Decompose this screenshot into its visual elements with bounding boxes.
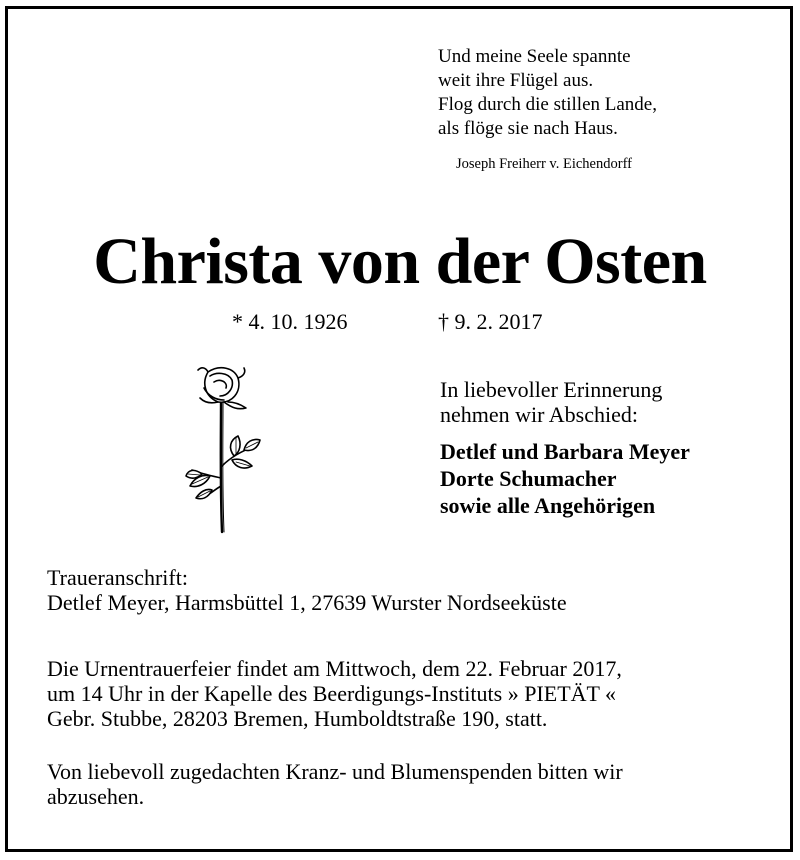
rose-icon — [180, 360, 270, 540]
memory-line: In liebevoller Erinnerung — [440, 377, 663, 402]
ceremony-notice — [47, 656, 622, 731]
address-value: Detlef Meyer, Harmsbüttel 1, 27639 Wurster Nordseeküste — [47, 590, 567, 615]
memory-line: nehmen wir Abschied: — [440, 402, 638, 427]
ceremony-line: Gebr. Stubbe, 28203 Bremen, Humboldtstraße 190, statt. — [47, 706, 548, 731]
mourners-list — [440, 438, 690, 519]
birth-date: * 4. 10. 1926 — [232, 309, 348, 334]
mourner-name: sowie alle Angehörigen — [440, 493, 656, 518]
donation-line: abzusehen. — [47, 784, 145, 809]
mourner-name: Detlef und Barbara Meyer — [440, 439, 690, 464]
poem-line: weit ihre Flügel aus. — [438, 70, 594, 91]
deceased-name: Christa von der Osten — [93, 225, 707, 298]
mourner-name: Dorte Schumacher — [440, 466, 617, 491]
donation-line: Von liebevoll zugedachten Kranz- und Blumenspenden bitten wir — [47, 759, 623, 784]
mourning-address — [47, 565, 567, 615]
poem-attribution: Joseph Freiherr v. Eichendorff — [456, 156, 632, 172]
poem-line: Und meine Seele spannte — [438, 46, 631, 67]
poem-line: als flöge sie nach Haus. — [438, 118, 618, 139]
address-label: Traueranschrift: — [47, 565, 188, 590]
ceremony-line: Die Urnentrauerfeier findet am Mittwoch, dem 22. Februar 2017, — [47, 656, 622, 681]
donation-notice — [47, 759, 623, 809]
poem-line: Flog durch die stillen Lande, — [438, 94, 657, 115]
ceremony-line: um 14 Uhr in der Kapelle des Beerdigungs-Instituts » PIETÄT « — [47, 681, 617, 706]
memory-text — [440, 377, 662, 427]
death-date: † 9. 2. 2017 — [438, 309, 543, 334]
poem — [438, 45, 657, 141]
